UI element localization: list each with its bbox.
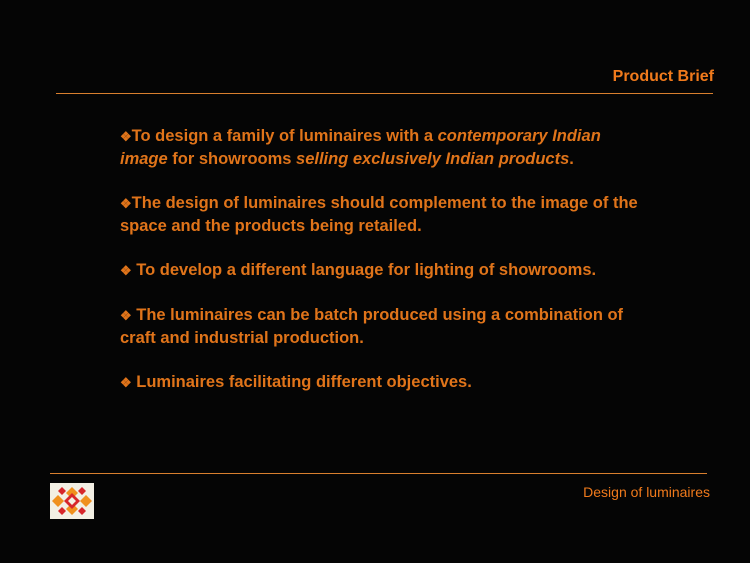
diamond-bullet-icon: ❖ <box>120 129 132 144</box>
bullet-text: Luminaires facilitating different objectives. <box>131 373 472 391</box>
bullet-item <box>120 259 640 282</box>
bullet-text: The design of luminaires should complement to the image of the space and the products being retailed. <box>120 194 638 235</box>
bullet-text: The luminaires can be batch produced using a combination of craft and industrial production. <box>120 306 624 347</box>
bullet-text: To develop a different language for lighting of showrooms. <box>131 261 597 279</box>
diamond-bullet-icon: ❖ <box>120 375 132 390</box>
bullet-item <box>120 192 640 237</box>
pattern-logo-icon <box>50 483 94 519</box>
bullet-emphasis: selling exclusively Indian products <box>296 150 570 168</box>
bullet-list <box>120 125 640 416</box>
bullet-item <box>120 125 640 170</box>
bullet-text: To design a family of luminaires with a <box>131 127 438 145</box>
bottom-divider <box>50 473 707 474</box>
diamond-bullet-icon: ❖ <box>120 263 132 278</box>
bullet-item <box>120 304 640 349</box>
bullet-text: for showrooms <box>167 150 297 168</box>
bullet-text: . <box>569 150 574 168</box>
bullet-item <box>120 371 640 394</box>
slide-title: Product Brief <box>612 68 714 85</box>
top-divider <box>56 93 713 94</box>
bullet-emphasis: contemporary Indian image <box>120 127 601 168</box>
pattern-logo-graphic <box>50 483 94 519</box>
footer-caption: Design of luminaires <box>583 484 710 500</box>
diamond-bullet-icon: ❖ <box>120 196 132 211</box>
diamond-bullet-icon: ❖ <box>120 308 132 323</box>
